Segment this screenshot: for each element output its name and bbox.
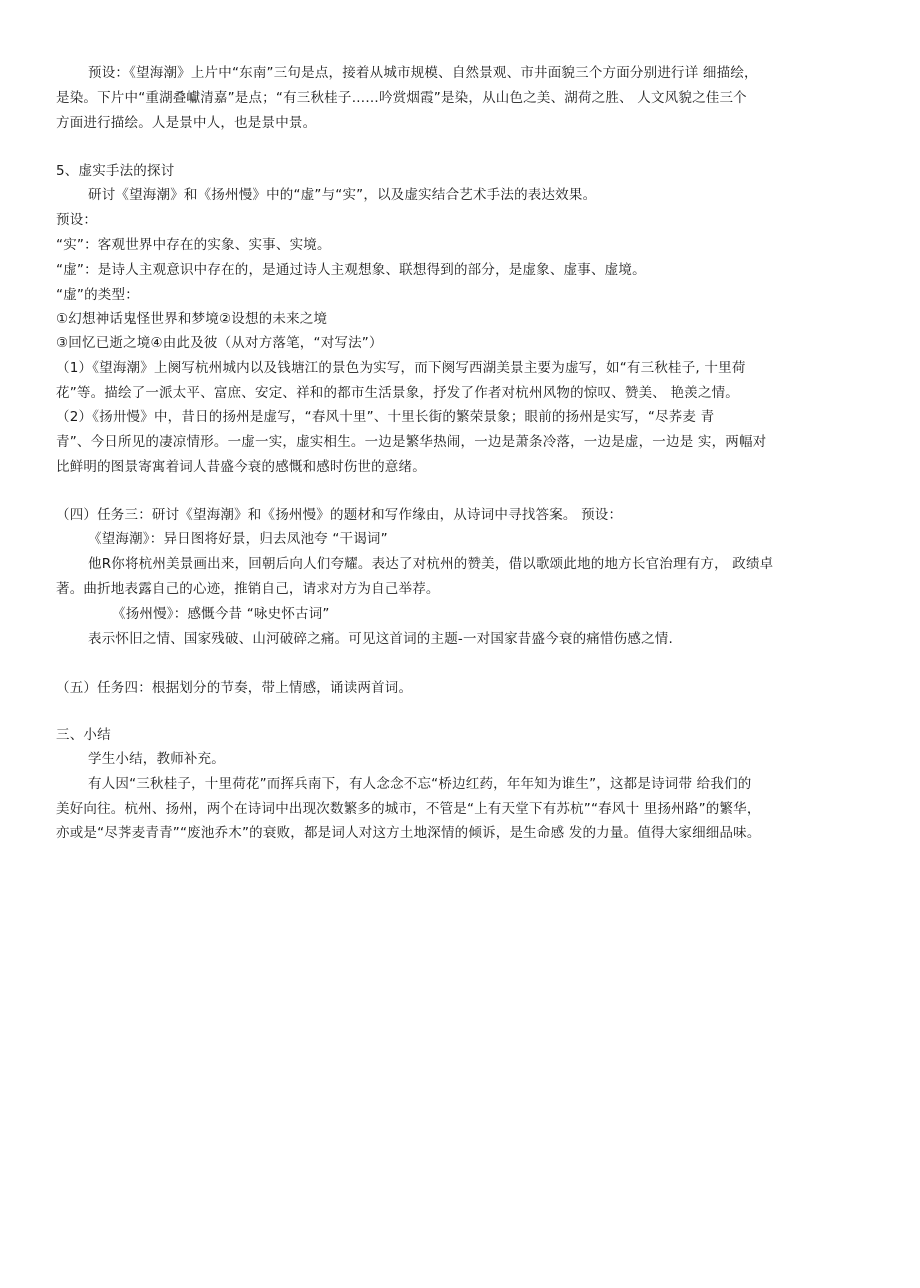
task3-heading: （四）任务三：研讨《望海潮》和《扬州慢》的题材和写作缘由，从诗词中寻找答案。 预设： (56, 507, 623, 523)
section5-intro: 研讨《望海潮》和《扬州慢》中的“虚”与“实”，以及虚实结合艺术手法的表达效果。 (88, 187, 597, 203)
summary-para-line-1: 有人因“三秋桂子，十里荷花”而挥兵南下，有人念念不忘“桥边红药，年年知为谁生”，这都是诗词带 给我们的 (88, 776, 752, 792)
virtual-types-line-2: ③回忆已逝之境④由此及彼（从对方落笔，“对写法”） (56, 335, 383, 351)
preset-line-1: 预设：《望海潮》上片中“东南”三句是点，接着从城市规模、自然景观、市井面貌三个方面分别进行详 细描绘， (88, 65, 758, 81)
point1-line-2: 花”等。描绘了一派太平、富庶、安定、祥和的都市生活景象，抒发了作者对杭州风物的惊叹、赞美、 艳羡之情。 (56, 385, 739, 401)
section5-preset-label: 预设： (56, 212, 98, 228)
point2-line-1: （2）《扬卅慢》中，昔日的扬州是虚写，“春风十里”、十里长街的繁荣景象；眼前的扬州是实写，“尽荞麦 青 (56, 409, 715, 425)
yangzhoumanh-title: 《扬州慢》：感慨今昔 “咏史怀古词” (112, 606, 330, 622)
point2-line-2: 青”、今日所见的凄凉情形。一虚一实，虚实相生。一边是繁华热闹，一边是萧条冷落，一边是虚，一边是 实，两幅对 (56, 434, 767, 450)
section5-heading: 5、虚实手法的探讨 (56, 163, 175, 179)
wanghaichao-line-2: 著。曲折地表露自己的心迹，推销自己，请求对方为自己举荐。 (56, 581, 440, 597)
point2-line-3: 比鲜明的图景寄寓着词人昔盛今衰的感慨和感时伤世的意绪。 (56, 459, 426, 475)
virtual-types-label: “虚”的类型： (56, 287, 139, 303)
preset-line-2: 是染。下片中“重湖叠巘清嘉”是点；“有三秋桂子……吟赏烟霞”是染，从山色之美、湖荷之胜、 人文风貌之佳三个 (56, 90, 747, 106)
wanghaichao-line-1: 他R你将杭州美景画出来，回朝后向人们夸耀。表达了对杭州的赞美，借以歌颂此地的地方长官治理有方， 政绩卓 (88, 556, 774, 572)
summary-para-line-2: 美好向往。杭州、扬州，两个在诗词中出现次数繁多的城市，不管是“上有天堂下有苏杭”“春风十 里扬州路”的繁华， (56, 801, 761, 817)
task4-heading: （五）任务四：根据划分的节奏，带上情感，诵读两首词。 (56, 680, 413, 696)
virtual-types-line-1: ①幻想神话鬼怪世界和梦境②设想的未来之境 (56, 311, 328, 327)
preset-line-3: 方面进行描绘。人是景中人，也是景中景。 (56, 115, 317, 131)
summary-heading: 三、小结 (56, 727, 111, 743)
wanghaichao-title: 《望海潮》：异日图将好景，归去凤池夸 “干谒词” (88, 531, 388, 547)
point1-line-1: （1）《望海潮》上阕写杭州城内以及钱塘江的景色为实写，而下阕写西湖美景主要为虚写，如“有三秋桂子, 十里荷 (56, 360, 746, 376)
yangzhoumanh-line: 表示怀旧之情、国家残破、山河破碎之痛。可见这首词的主题-一对国家昔盛今衰的痛惜伤感之情. (88, 631, 673, 647)
summary-line-1: 学生小结，教师补充。 (88, 751, 225, 767)
summary-para-line-3: 亦或是“尽荠麦青青”“废池乔木”的衰败，都是词人对这方土地深情的倾诉，是生命感 发的力量。值得大家细细品味。 (56, 825, 761, 841)
real-definition: “实”：客观世界中存在的实象、实事、实境。 (56, 237, 331, 253)
virtual-definition: “虚”：是诗人主观意识中存在的，是通过诗人主观想象、联想得到的部分，是虚象、虚事、虚境。 (56, 262, 646, 278)
